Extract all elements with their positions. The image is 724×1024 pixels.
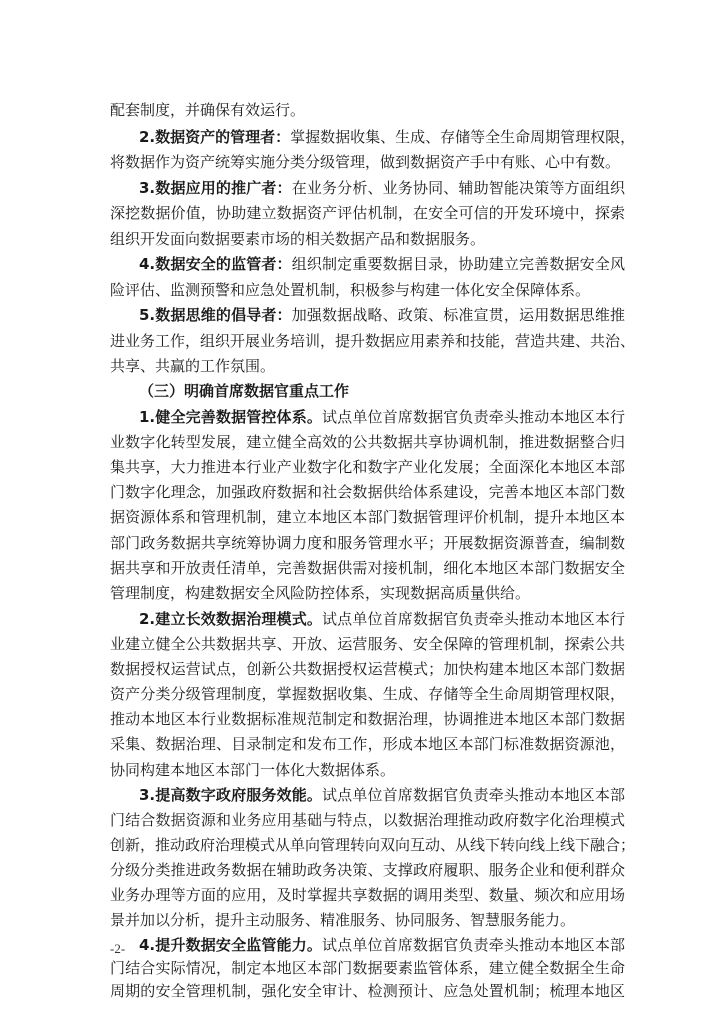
section-heading (139, 381, 625, 401)
text-line (110, 533, 625, 553)
text-line (110, 558, 625, 578)
line-text: 景并加以分析，提升主动服务、精准服务、协同服务、智慧服务能力。 (110, 911, 576, 929)
text-line (110, 659, 625, 679)
line-text: 在业务分析、业务协同、辅助智能决策等方面组织 (291, 179, 625, 197)
line-text: 试点单位首席数据官负责牵头推动本地区本行 (322, 610, 625, 628)
line-text: 门数字化理念，加强政府数据和社会数据供给体系建设，完善本地区本部门数 (110, 483, 625, 501)
item-heading: 5.数据思维的倡导者： (139, 306, 292, 324)
text-line (110, 331, 636, 351)
text-line (110, 507, 625, 527)
text-line (110, 709, 625, 729)
line-text: 创新，推动政府治理模式从单向管理转向双向互动、从线下转向线上线下融合； (110, 836, 636, 854)
text-line (110, 634, 625, 654)
text-line (110, 583, 625, 603)
line-text: 数据授权运营试点，创新公共数据授权运营模式；加快构建本地区本部门数据 (110, 660, 625, 678)
text-line (139, 785, 625, 805)
text-line (110, 910, 625, 930)
line-text: 协同构建本地区本部门一体化大数据体系。 (110, 761, 396, 779)
text-line (110, 885, 625, 905)
line-text: 据资源体系和管理机制，建立本地区本部门数据管理评价机制，提升本地区本 (110, 508, 625, 526)
line-text: 业数字化转型发展，建立健全高效的公共数据共享协调机制，推进数据整合归 (110, 433, 625, 451)
text-line (110, 457, 625, 477)
line-text: 将数据作为资产统筹实施分类分级管理，做到数据资产手中有账、心中有数。 (110, 153, 621, 171)
text-line (110, 482, 625, 502)
item-heading: 4.数据安全的监管者： (139, 255, 292, 273)
line-text: 进业务工作，组织开展业务培训，提升数据应用素养和技能，营造共建、共治、 (110, 332, 636, 350)
line-text: 推动本地区本行业数据标准规范制定和数据治理，协调推进本地区本部门数据 (110, 710, 625, 728)
text-line (139, 127, 636, 147)
line-text: 组织开发面向数据要素市场的相关数据产品和数据服务。 (110, 230, 486, 248)
line-text: 门结合数据资源和业务应用基础与特点，以数据治理推动政府数字化治理模式 (110, 811, 625, 829)
text-line (139, 254, 625, 274)
line-text: 组织制定重要数据目录，协助建立完善数据安全风 (291, 255, 625, 273)
text-line (110, 684, 625, 704)
line-text: 据共享和开放责任清单，完善数据供需对接机制，细化本地区本部门数据安全 (110, 559, 625, 577)
text-line (110, 229, 625, 249)
text-line (139, 305, 625, 325)
line-text: 试点单位首席数据官负责牵头推动本地区本行 (322, 408, 625, 426)
line-text: 配套制度，并确保有效运行。 (110, 101, 306, 119)
line-text: 分级分类推进政务数据在辅助政务决策、支撑政府履职、服务企业和便利群众 (110, 861, 625, 879)
text-line (110, 981, 625, 1001)
line-text: 掌握数据收集、生成、存储等全生命周期管理权限， (290, 128, 636, 146)
line-text: 险评估、监测预警和应急处置机制，积极参与构建一体化安全保障体系。 (110, 281, 591, 299)
line-text: 试点单位首席数据官负责牵头推动本地区本部 (322, 786, 625, 804)
line-text: 共享、共赢的工作氛围。 (110, 357, 276, 375)
line-text: 加强数据战略、政策、标准宣贯，运用数据思维推 (291, 306, 625, 324)
text-line (110, 835, 636, 855)
text-line (110, 100, 625, 120)
item-heading: 3.提高数字政府服务效能。 (139, 786, 323, 804)
text-line (110, 860, 625, 880)
line-text: 资产分类分级管理制度，掌握数据收集、生成、存储等全生命周期管理权限， (110, 685, 625, 703)
text-line (110, 152, 625, 172)
item-heading: 1.健全完善数据管控体系。 (139, 408, 323, 426)
text-line (110, 432, 625, 452)
line-text: 集共享，大力推进本行业产业数字化和数字产业化发展；全面深化本地区本部 (110, 458, 625, 476)
text-line (139, 178, 625, 198)
text-line (110, 280, 625, 300)
item-heading: 3.数据应用的推广者： (139, 179, 292, 197)
text-line (139, 407, 625, 427)
page-number: -2- (110, 941, 126, 956)
text-line (110, 958, 625, 978)
line-text: 采集、数据治理、目录制定和发布工作，形成本地区本部门标准数据资源池， (110, 735, 625, 753)
line-text: 业务办理等方面的应用，及时掌握共享数据的调用类型、数量、频次和应用场 (110, 886, 625, 904)
line-text: 深挖数据价值，协助建立数据资产评估机制，在安全可信的开发环境中，探索 (110, 204, 625, 222)
item-heading: 4.提升数据安全监管能力。 (139, 936, 323, 954)
text-line (110, 810, 625, 830)
line-text: 部门政务数据共享统筹协调力度和服务管理水平；开展数据资源普查，编制数 (110, 534, 625, 552)
line-text: 业建立健全公共数据共享、开放、运营服务、安全保障的管理机制，探索公共 (110, 635, 625, 653)
line-text: 周期的安全管理机制，强化安全审计、检测预计、应急处置机制；梳理本地区 (110, 982, 625, 1000)
section-heading-text: （三）明确首席数据官重点工作 (139, 382, 350, 400)
line-text: 管理制度，构建数据安全风险防控体系，实现数据高质量供给。 (110, 584, 531, 602)
item-heading: 2.数据资产的管理者： (139, 128, 291, 146)
text-line (110, 760, 625, 780)
line-text: 试点单位首席数据官负责牵头推动本地区本部 (322, 936, 625, 954)
text-line (110, 356, 625, 376)
text-line (139, 609, 625, 629)
text-line (139, 935, 625, 955)
item-heading: 2.建立长效数据治理模式。 (139, 610, 323, 628)
text-line (110, 203, 625, 223)
line-text: 门结合实际情况，制定本地区本部门数据要素监管体系，建立健全数据全生命 (110, 959, 625, 977)
text-line (110, 734, 625, 754)
